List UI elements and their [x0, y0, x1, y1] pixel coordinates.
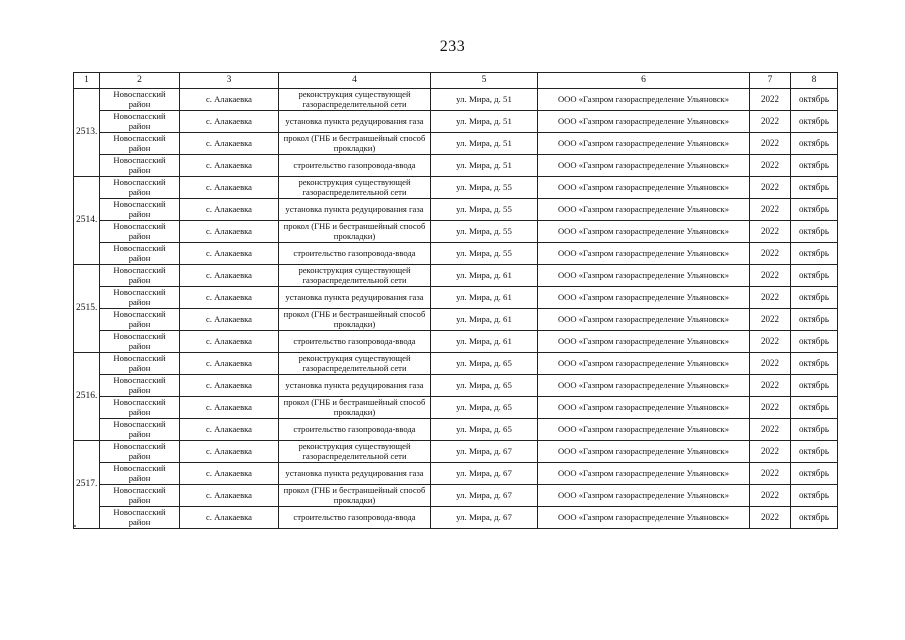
district-cell: Новоспасский район [100, 111, 180, 133]
work-type-cell: прокол (ГНБ и бестраншейный способ прокладки) [279, 309, 431, 331]
settlement-cell: с. Алакаевка [180, 177, 279, 199]
organization-cell: ООО «Газпром газораспределение Ульяновск» [538, 287, 750, 309]
month-cell: октябрь [791, 397, 838, 419]
organization-cell: ООО «Газпром газораспределение Ульяновск» [538, 331, 750, 353]
work-type-cell: установка пункта редуцирования газа [279, 287, 431, 309]
settlement-cell: с. Алакаевка [180, 309, 279, 331]
month-cell: октябрь [791, 309, 838, 331]
district-cell: Новоспасский район [100, 265, 180, 287]
district-cell: Новоспасский район [100, 419, 180, 441]
month-cell: октябрь [791, 331, 838, 353]
work-type-cell: установка пункта редуцирования газа [279, 375, 431, 397]
address-cell: ул. Мира, д. 67 [431, 463, 538, 485]
address-cell: ул. Мира, д. 51 [431, 155, 538, 177]
organization-cell: ООО «Газпром газораспределение Ульяновск» [538, 485, 750, 507]
year-cell: 2022 [750, 111, 791, 133]
organization-cell: ООО «Газпром газораспределение Ульяновск» [538, 441, 750, 463]
year-cell: 2022 [750, 397, 791, 419]
table-row [74, 243, 838, 265]
work-type-cell: строительство газопровода-ввода [279, 419, 431, 441]
work-type-cell: строительство газопровода-ввода [279, 507, 431, 529]
address-cell: ул. Мира, д. 51 [431, 133, 538, 155]
table-row [74, 177, 838, 199]
work-type-cell: прокол (ГНБ и бестраншейный способ прокладки) [279, 485, 431, 507]
table-row [74, 309, 838, 331]
settlement-cell: с. Алакаевка [180, 89, 279, 111]
organization-cell: ООО «Газпром газораспределение Ульяновск» [538, 111, 750, 133]
organization-cell: ООО «Газпром газораспределение Ульяновск» [538, 265, 750, 287]
table-header-row [74, 73, 838, 89]
settlement-cell: с. Алакаевка [180, 485, 279, 507]
address-cell: ул. Мира, д. 65 [431, 419, 538, 441]
year-cell: 2022 [750, 331, 791, 353]
organization-cell: ООО «Газпром газораспределение Ульяновск» [538, 463, 750, 485]
work-type-cell: строительство газопровода-ввода [279, 243, 431, 265]
year-cell: 2022 [750, 441, 791, 463]
district-cell: Новоспасский район [100, 463, 180, 485]
address-cell: ул. Мира, д. 65 [431, 353, 538, 375]
work-type-cell: установка пункта редуцирования газа [279, 111, 431, 133]
district-cell: Новоспасский район [100, 243, 180, 265]
month-cell: октябрь [791, 133, 838, 155]
district-cell: Новоспасский район [100, 441, 180, 463]
year-cell: 2022 [750, 265, 791, 287]
settlement-cell: с. Алакаевка [180, 287, 279, 309]
organization-cell: ООО «Газпром газораспределение Ульяновск» [538, 397, 750, 419]
district-cell: Новоспасский район [100, 507, 180, 529]
table-row [74, 111, 838, 133]
year-cell: 2022 [750, 133, 791, 155]
organization-cell: ООО «Газпром газораспределение Ульяновск» [538, 419, 750, 441]
table-row [74, 89, 838, 111]
column-header: 5 [431, 73, 538, 89]
scan-speck [74, 525, 76, 527]
month-cell: октябрь [791, 507, 838, 529]
year-cell: 2022 [750, 485, 791, 507]
table-row [74, 331, 838, 353]
month-cell: октябрь [791, 111, 838, 133]
work-type-cell: установка пункта редуцирования газа [279, 463, 431, 485]
settlement-cell: с. Алакаевка [180, 463, 279, 485]
district-cell: Новоспасский район [100, 375, 180, 397]
year-cell: 2022 [750, 287, 791, 309]
year-cell: 2022 [750, 463, 791, 485]
month-cell: октябрь [791, 199, 838, 221]
month-cell: октябрь [791, 419, 838, 441]
settlement-cell: с. Алакаевка [180, 243, 279, 265]
settlement-cell: с. Алакаевка [180, 331, 279, 353]
month-cell: октябрь [791, 265, 838, 287]
column-header: 4 [279, 73, 431, 89]
work-type-cell: прокол (ГНБ и бестраншейный способ прокладки) [279, 221, 431, 243]
year-cell: 2022 [750, 375, 791, 397]
address-cell: ул. Мира, д. 55 [431, 199, 538, 221]
address-cell: ул. Мира, д. 61 [431, 309, 538, 331]
address-cell: ул. Мира, д. 51 [431, 89, 538, 111]
district-cell: Новоспасский район [100, 133, 180, 155]
group-number-cell: 2514. [74, 177, 100, 265]
month-cell: октябрь [791, 485, 838, 507]
column-header: 3 [180, 73, 279, 89]
settlement-cell: с. Алакаевка [180, 199, 279, 221]
page-number: 233 [439, 38, 466, 55]
address-cell: ул. Мира, д. 51 [431, 111, 538, 133]
table-row [74, 419, 838, 441]
organization-cell: ООО «Газпром газораспределение Ульяновск» [538, 309, 750, 331]
table-row [74, 397, 838, 419]
organization-cell: ООО «Газпром газораспределение Ульяновск» [538, 89, 750, 111]
data-table [73, 72, 838, 529]
address-cell: ул. Мира, д. 61 [431, 331, 538, 353]
column-header: 7 [750, 73, 791, 89]
settlement-cell: с. Алакаевка [180, 133, 279, 155]
year-cell: 2022 [750, 155, 791, 177]
work-type-cell: реконструкция существующей газораспределительной сети [279, 441, 431, 463]
month-cell: октябрь [791, 375, 838, 397]
organization-cell: ООО «Газпром газораспределение Ульяновск» [538, 199, 750, 221]
settlement-cell: с. Алакаевка [180, 419, 279, 441]
table-row [74, 287, 838, 309]
settlement-cell: с. Алакаевка [180, 221, 279, 243]
work-type-cell: строительство газопровода-ввода [279, 331, 431, 353]
month-cell: октябрь [791, 287, 838, 309]
table-row [74, 375, 838, 397]
work-type-cell: прокол (ГНБ и бестраншейный способ прокладки) [279, 397, 431, 419]
year-cell: 2022 [750, 309, 791, 331]
table-row [74, 463, 838, 485]
table-row [74, 199, 838, 221]
month-cell: октябрь [791, 243, 838, 265]
address-cell: ул. Мира, д. 55 [431, 243, 538, 265]
table-row [74, 155, 838, 177]
year-cell: 2022 [750, 507, 791, 529]
organization-cell: ООО «Газпром газораспределение Ульяновск» [538, 243, 750, 265]
month-cell: октябрь [791, 89, 838, 111]
month-cell: октябрь [791, 441, 838, 463]
district-cell: Новоспасский район [100, 89, 180, 111]
work-type-cell: реконструкция существующей газораспределительной сети [279, 177, 431, 199]
month-cell: октябрь [791, 155, 838, 177]
table-row [74, 441, 838, 463]
year-cell: 2022 [750, 89, 791, 111]
group-number-cell: 2515. [74, 265, 100, 353]
district-cell: Новоспасский район [100, 485, 180, 507]
district-cell: Новоспасский район [100, 309, 180, 331]
month-cell: октябрь [791, 221, 838, 243]
year-cell: 2022 [750, 353, 791, 375]
year-cell: 2022 [750, 199, 791, 221]
table-row [74, 507, 838, 529]
month-cell: октябрь [791, 177, 838, 199]
table-row [74, 133, 838, 155]
work-type-cell: реконструкция существующей газораспределительной сети [279, 89, 431, 111]
district-cell: Новоспасский район [100, 177, 180, 199]
address-cell: ул. Мира, д. 61 [431, 265, 538, 287]
district-cell: Новоспасский район [100, 155, 180, 177]
year-cell: 2022 [750, 177, 791, 199]
organization-cell: ООО «Газпром газораспределение Ульяновск» [538, 177, 750, 199]
work-type-cell: прокол (ГНБ и бестраншейный способ прокладки) [279, 133, 431, 155]
organization-cell: ООО «Газпром газораспределение Ульяновск» [538, 375, 750, 397]
settlement-cell: с. Алакаевка [180, 353, 279, 375]
settlement-cell: с. Алакаевка [180, 265, 279, 287]
month-cell: октябрь [791, 463, 838, 485]
settlement-cell: с. Алакаевка [180, 111, 279, 133]
work-type-cell: реконструкция существующей газораспределительной сети [279, 265, 431, 287]
group-number-cell: 2516. [74, 353, 100, 441]
table-row [74, 265, 838, 287]
month-cell: октябрь [791, 353, 838, 375]
year-cell: 2022 [750, 243, 791, 265]
district-cell: Новоспасский район [100, 221, 180, 243]
column-header: 6 [538, 73, 750, 89]
year-cell: 2022 [750, 221, 791, 243]
district-cell: Новоспасский район [100, 397, 180, 419]
work-type-cell: установка пункта редуцирования газа [279, 199, 431, 221]
organization-cell: ООО «Газпром газораспределение Ульяновск» [538, 155, 750, 177]
column-header: 8 [791, 73, 838, 89]
address-cell: ул. Мира, д. 61 [431, 287, 538, 309]
settlement-cell: с. Алакаевка [180, 155, 279, 177]
table-row [74, 485, 838, 507]
organization-cell: ООО «Газпром газораспределение Ульяновск» [538, 353, 750, 375]
settlement-cell: с. Алакаевка [180, 397, 279, 419]
settlement-cell: с. Алакаевка [180, 507, 279, 529]
address-cell: ул. Мира, д. 65 [431, 375, 538, 397]
table-row [74, 221, 838, 243]
group-number-cell: 2513. [74, 89, 100, 177]
work-type-cell: реконструкция существующей газораспределительной сети [279, 353, 431, 375]
table-body [74, 73, 838, 529]
table-row [74, 353, 838, 375]
settlement-cell: с. Алакаевка [180, 375, 279, 397]
column-header: 1 [74, 73, 100, 89]
work-type-cell: строительство газопровода-ввода [279, 155, 431, 177]
address-cell: ул. Мира, д. 55 [431, 221, 538, 243]
district-cell: Новоспасский район [100, 199, 180, 221]
settlement-cell: с. Алакаевка [180, 441, 279, 463]
organization-cell: ООО «Газпром газораспределение Ульяновск» [538, 133, 750, 155]
address-cell: ул. Мира, д. 67 [431, 507, 538, 529]
district-cell: Новоспасский район [100, 287, 180, 309]
district-cell: Новоспасский район [100, 331, 180, 353]
group-number-cell: 2517. [74, 441, 100, 529]
address-cell: ул. Мира, д. 65 [431, 397, 538, 419]
column-header: 2 [100, 73, 180, 89]
year-cell: 2022 [750, 419, 791, 441]
address-cell: ул. Мира, д. 67 [431, 441, 538, 463]
address-cell: ул. Мира, д. 55 [431, 177, 538, 199]
organization-cell: ООО «Газпром газораспределение Ульяновск» [538, 507, 750, 529]
organization-cell: ООО «Газпром газораспределение Ульяновск» [538, 221, 750, 243]
district-cell: Новоспасский район [100, 353, 180, 375]
address-cell: ул. Мира, д. 67 [431, 485, 538, 507]
